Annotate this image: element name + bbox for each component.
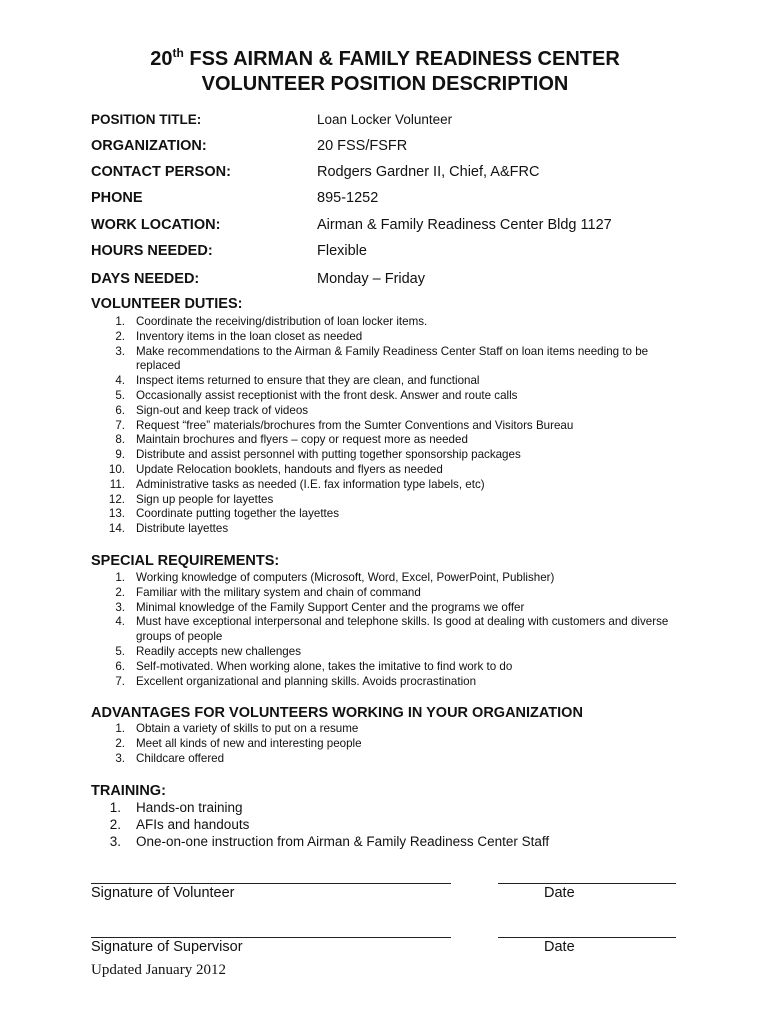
- list-item: 7. Excellent organizational and planning skills. Avoids procrastination: [115, 674, 477, 688]
- list-item: 3. One-on-one instruction from Airman & Family Readiness Center Staff: [109, 834, 550, 849]
- list-item: 1. Hands-on training: [109, 800, 243, 815]
- list-item: 3. Minimal knowledge of the Family Support Center and the programs we offer: [115, 600, 525, 614]
- field-label: HOURS NEEDED:: [91, 243, 213, 259]
- field-value: Flexible: [317, 243, 367, 259]
- field-label: PHONE: [91, 190, 143, 206]
- field-days-needed: [91, 271, 711, 291]
- supervisor-signature-line[interactable]: [91, 937, 451, 938]
- list-item: 5. Occasionally assist receptionist with the front desk. Answer and route calls: [115, 388, 518, 402]
- list-item: 9. Distribute and assist personnel with putting together sponsorship packages: [115, 448, 521, 462]
- supervisor-date-label: Date: [544, 939, 575, 955]
- volunteer-signature-line[interactable]: [91, 883, 451, 884]
- list-item: 3. Make recommendations to the Airman & Family Readiness Center Staff on loan items needing to be replaced: [115, 344, 649, 373]
- list-item: 8. Maintain brochures and flyers – copy or request more as needed: [115, 433, 468, 447]
- field-value: 895-1252: [317, 190, 379, 206]
- list-item: 2. Familiar with the military system and chain of command: [115, 585, 421, 599]
- list-item: 14. Distribute layettes: [108, 522, 229, 536]
- field-label: CONTACT PERSON:: [91, 164, 231, 180]
- volunteer-date-label: Date: [544, 885, 575, 901]
- field-position-title: [91, 112, 711, 132]
- field-work-location: [91, 217, 711, 237]
- list-item: 1. Obtain a variety of skills to put on a resume: [115, 722, 359, 735]
- list-item: 11. Administrative tasks as needed (I.E. fax information type labels, etc): [109, 477, 485, 491]
- list-item: 5. Readily accepts new challenges: [115, 644, 301, 658]
- training-list: [91, 799, 691, 850]
- volunteer-date-line[interactable]: [498, 883, 676, 884]
- list-item: 4. Must have exceptional interpersonal and telephone skills. Is good at dealing with customers and diverse groups of people: [115, 615, 669, 644]
- section-heading-advantages: ADVANTAGES FOR VOLUNTEERS WORKING IN YOUR ORGANIZATION: [91, 705, 583, 721]
- advantages-list: [91, 722, 691, 766]
- document-title-line1: [0, 47, 770, 71]
- duties-list: [91, 315, 691, 537]
- field-label: ORGANIZATION:: [91, 138, 207, 154]
- list-item: 12. Sign up people for layettes: [108, 492, 274, 506]
- list-item: 10. Update Relocation booklets, handouts and flyers as needed: [108, 462, 443, 476]
- list-item: 13. Coordinate putting together the layettes: [108, 507, 340, 521]
- requirements-list: [91, 571, 691, 689]
- field-value: 20 FSS/FSFR: [317, 138, 408, 154]
- supervisor-date-line[interactable]: [498, 937, 676, 938]
- section-heading-duties: VOLUNTEER DUTIES:: [91, 296, 243, 312]
- field-value: Rodgers Gardner II, Chief, A&FRC: [317, 164, 540, 180]
- field-label: POSITION TITLE:: [91, 112, 202, 127]
- title-org-name: FSS AIRMAN & FAMILY READINESS CENTER: [183, 48, 620, 70]
- updated-date: Updated January 2012: [91, 962, 226, 978]
- title-ordinal-number: 20: [150, 48, 173, 70]
- field-value: Airman & Family Readiness Center Bldg 1127: [317, 217, 612, 233]
- field-organization: [91, 138, 711, 158]
- list-item: 2. AFIs and handouts: [109, 817, 250, 832]
- field-value: Monday – Friday: [317, 271, 425, 287]
- volunteer-signature-label: Signature of Volunteer: [91, 885, 235, 901]
- section-heading-training: TRAINING:: [91, 783, 166, 799]
- field-phone: [91, 190, 711, 210]
- field-hours-needed: [91, 243, 711, 263]
- field-label: DAYS NEEDED:: [91, 271, 200, 287]
- list-item: 1. Coordinate the receiving/distribution of loan locker items.: [115, 315, 428, 328]
- list-item: 6. Sign-out and keep track of videos: [115, 403, 309, 417]
- field-contact-person: [91, 164, 711, 184]
- list-item: 4. Inspect items returned to ensure that they are clean, and functional: [115, 374, 480, 388]
- list-item: 2. Inventory items in the loan closet as needed: [115, 329, 363, 343]
- list-item: 3. Childcare offered: [115, 751, 225, 765]
- list-item: 7. Request “free” materials/brochures from the Sumter Conventions and Visitors Bureau: [115, 418, 574, 432]
- field-value: Loan Locker Volunteer: [317, 112, 453, 127]
- list-item: 2. Meet all kinds of new and interesting people: [115, 736, 362, 750]
- section-heading-requirements: SPECIAL REQUIREMENTS:: [91, 553, 280, 569]
- list-item: 6. Self-motivated. When working alone, takes the imitative to find work to do: [115, 659, 513, 673]
- title-ordinal-suffix: th: [172, 46, 184, 60]
- document-title-line2: VOLUNTEER POSITION DESCRIPTION: [201, 73, 569, 95]
- field-label: WORK LOCATION:: [91, 217, 221, 233]
- list-item: 1. Working knowledge of computers (Microsoft, Word, Excel, PowerPoint, Publisher): [115, 571, 555, 584]
- supervisor-signature-label: Signature of Supervisor: [91, 939, 243, 955]
